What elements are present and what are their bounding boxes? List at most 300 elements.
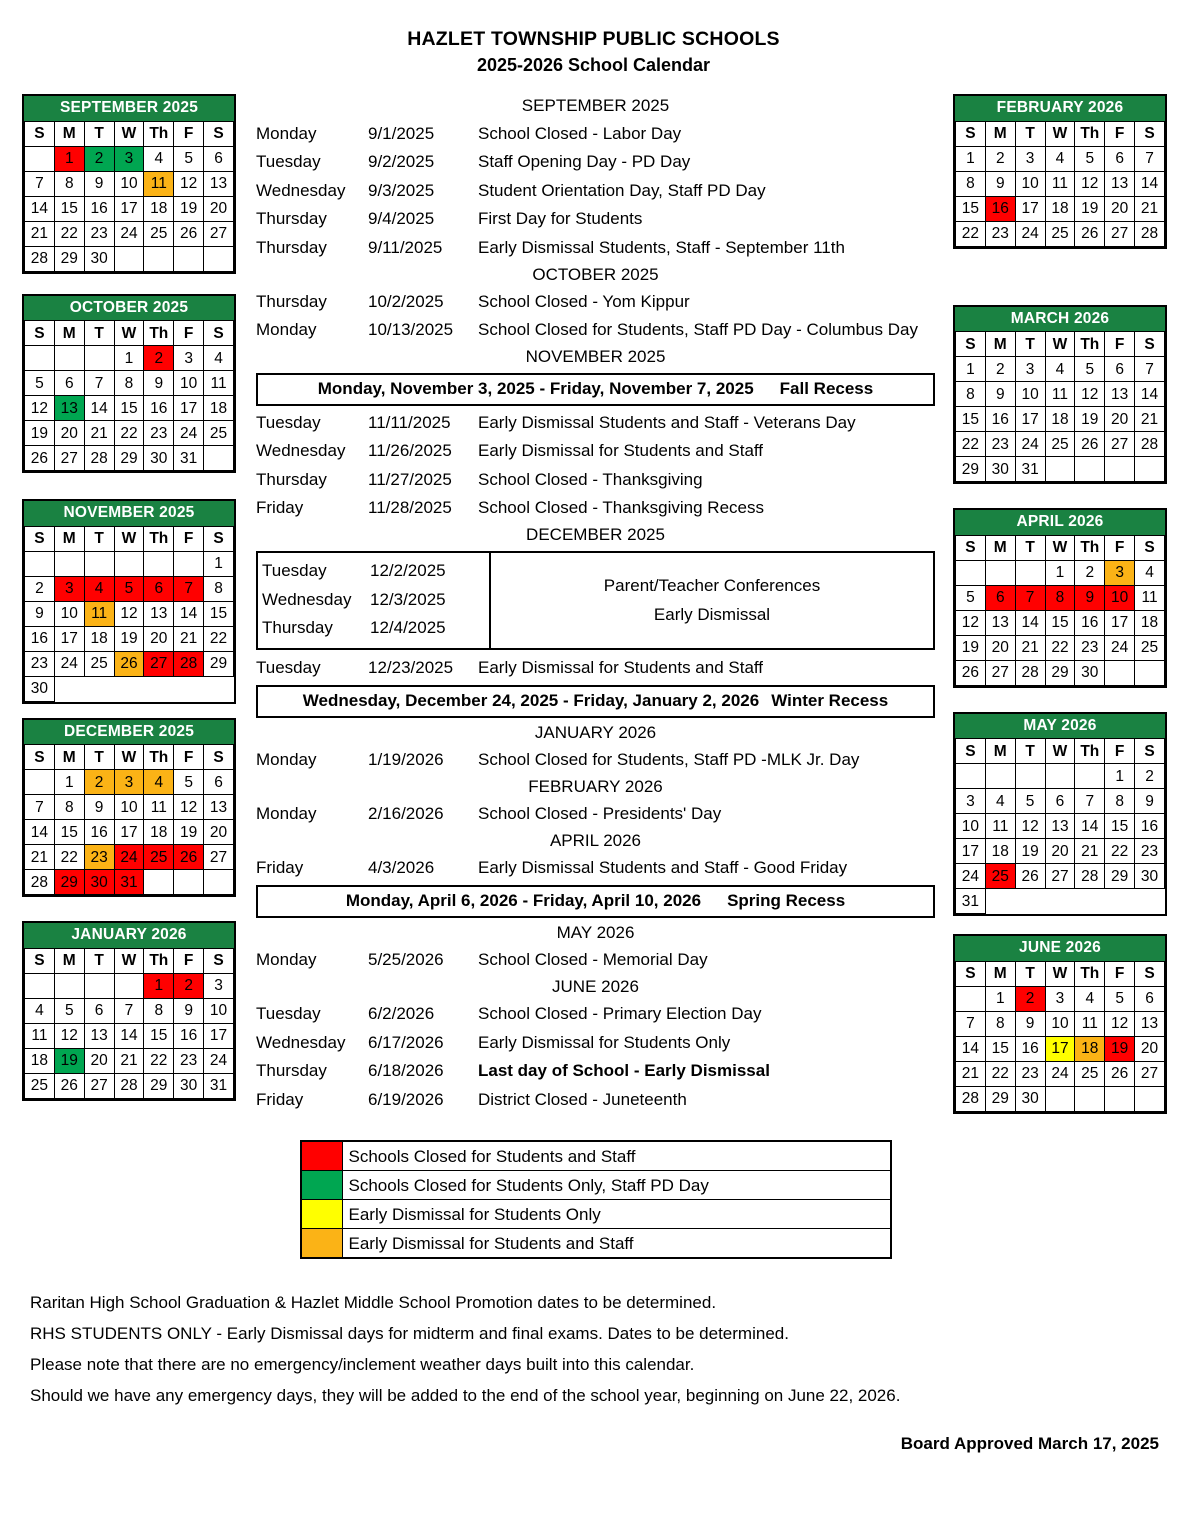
- day-cell: 25: [1045, 221, 1075, 246]
- day-cell: 1: [54, 146, 84, 171]
- month-grid: [24, 121, 234, 272]
- event-date: 6/2/2026: [368, 1004, 435, 1024]
- day-cell: 2: [144, 346, 174, 371]
- day-cell: 8: [54, 171, 84, 196]
- week-row: [956, 146, 1165, 171]
- day-cell: 2: [1075, 560, 1105, 585]
- day-cell: 20: [985, 635, 1015, 660]
- day-cell: 28: [1075, 864, 1105, 889]
- day-cell: 24: [1105, 635, 1135, 660]
- day-cell: 13: [54, 396, 84, 421]
- weekday-header-row: [956, 739, 1165, 764]
- week-row: [956, 610, 1165, 635]
- weekday-header-f: F: [174, 948, 204, 973]
- weekday-header-m: M: [985, 121, 1015, 146]
- weekday-header-s: S: [204, 948, 234, 973]
- weekday-header-s: S: [956, 535, 986, 560]
- empty-day-cell: [1045, 764, 1075, 789]
- day-cell: 7: [1015, 585, 1045, 610]
- conference-date: 12/4/2025: [370, 618, 446, 638]
- empty-day-cell: [1105, 660, 1135, 685]
- day-cell: 16: [1015, 1036, 1045, 1061]
- day-cell: 21: [174, 626, 204, 651]
- event-row: [256, 288, 935, 317]
- banner-winter-recess: [256, 685, 935, 717]
- day-cell: 9: [174, 998, 204, 1023]
- day-cell: 27: [1045, 864, 1075, 889]
- conference-weekday: Tuesday: [262, 561, 327, 581]
- spacer: [22, 897, 238, 921]
- event-weekday: Monday: [256, 123, 317, 143]
- conference-title: Parent/Teacher Conferences: [603, 575, 821, 595]
- day-cell: 8: [1045, 585, 1075, 610]
- day-cell: 11: [25, 1023, 55, 1048]
- event-month-heading-april: APRIL 2026: [549, 830, 642, 850]
- day-cell: 9: [1075, 585, 1105, 610]
- day-cell: 25: [1135, 635, 1165, 660]
- event-description: Early Dismissal for Students and Staff: [478, 657, 764, 677]
- day-cell: 16: [1135, 814, 1165, 839]
- day-cell: 25: [1075, 1061, 1105, 1086]
- weekday-header-t: T: [84, 121, 114, 146]
- weekday-header-f: F: [174, 526, 204, 551]
- day-cell: 30: [25, 676, 55, 701]
- weekday-header-s: S: [25, 745, 55, 770]
- empty-day-cell: [84, 551, 114, 576]
- day-cell: 4: [84, 576, 114, 601]
- day-cell: 13: [1105, 382, 1135, 407]
- empty-day-cell: [174, 676, 204, 701]
- day-cell: 19: [956, 635, 986, 660]
- week-row: [25, 1073, 234, 1098]
- day-cell: 8: [54, 795, 84, 820]
- day-cell: 22: [144, 1048, 174, 1073]
- conference-date-row: [262, 614, 489, 643]
- weekday-header-t: T: [1015, 121, 1045, 146]
- event-row: [256, 654, 935, 683]
- day-cell: 2: [84, 770, 114, 795]
- day-cell: 11: [1135, 585, 1165, 610]
- weekday-header-m: M: [54, 745, 84, 770]
- day-cell: 12: [1105, 1011, 1135, 1036]
- day-cell: 22: [54, 845, 84, 870]
- day-cell: 28: [84, 446, 114, 471]
- month-grid: [955, 331, 1165, 482]
- day-cell: 19: [25, 421, 55, 446]
- event-date: 4/3/2026: [368, 857, 435, 877]
- weekday-header-t: T: [1015, 535, 1045, 560]
- weekday-header-m: M: [54, 948, 84, 973]
- day-cell: 5: [1075, 146, 1105, 171]
- day-cell: 1: [956, 357, 986, 382]
- week-row: [25, 551, 234, 576]
- day-cell: 26: [1015, 864, 1045, 889]
- day-cell: 28: [1135, 221, 1165, 246]
- day-cell: 31: [204, 1073, 234, 1098]
- empty-day-cell: [84, 346, 114, 371]
- day-cell: 7: [1135, 357, 1165, 382]
- day-cell: 12: [1015, 814, 1045, 839]
- color-legend: [300, 1140, 892, 1259]
- day-cell: 26: [1075, 221, 1105, 246]
- day-cell: 22: [1045, 635, 1075, 660]
- week-row: [956, 382, 1165, 407]
- event-group-february: [256, 800, 935, 829]
- day-cell: 30: [1135, 864, 1165, 889]
- weekday-header-th: Th: [144, 948, 174, 973]
- empty-day-cell: [25, 146, 55, 171]
- day-cell: 3: [956, 789, 986, 814]
- day-cell: 11: [144, 171, 174, 196]
- week-row: [25, 973, 234, 998]
- event-row: [256, 854, 935, 883]
- month-title: MARCH 2026: [955, 307, 1165, 332]
- month-grid: [955, 121, 1165, 247]
- weekday-header-f: F: [174, 121, 204, 146]
- day-cell: 19: [54, 1048, 84, 1073]
- weekday-header-s: S: [25, 948, 55, 973]
- day-cell: 31: [114, 870, 144, 895]
- spacer: [953, 916, 1169, 934]
- event-date: 10/2/2025: [368, 291, 444, 311]
- event-description: Early Dismissal Students and Staff - Veterans Day: [478, 412, 856, 432]
- event-description: School Closed - Thanksgiving Recess: [478, 498, 764, 518]
- day-cell: 6: [1105, 357, 1135, 382]
- event-group-december: [256, 654, 935, 683]
- event-date: 6/19/2026: [368, 1089, 444, 1109]
- day-cell: 8: [956, 382, 986, 407]
- day-cell: 25: [985, 864, 1015, 889]
- spacer: [953, 249, 1169, 305]
- day-cell: 29: [144, 1073, 174, 1098]
- week-row: [956, 889, 1165, 914]
- weekday-header-s: S: [204, 321, 234, 346]
- day-cell: 24: [204, 1048, 234, 1073]
- day-cell: 6: [1105, 146, 1135, 171]
- event-description: Early Dismissal Students, Staff - September 11th: [478, 237, 845, 257]
- day-cell: 5: [114, 576, 144, 601]
- day-cell: 21: [25, 221, 55, 246]
- day-cell: 15: [54, 820, 84, 845]
- month-grid: [24, 744, 234, 895]
- week-row: [956, 839, 1165, 864]
- event-weekday: Friday: [256, 498, 304, 518]
- month-calendar-december-2025: [22, 718, 236, 898]
- day-cell: 2: [1135, 764, 1165, 789]
- day-cell: 20: [204, 820, 234, 845]
- day-cell: 26: [1105, 1061, 1135, 1086]
- event-description: School Closed - Memorial Day: [478, 950, 708, 970]
- day-cell: 14: [25, 196, 55, 221]
- day-cell: 26: [25, 446, 55, 471]
- day-cell: 12: [54, 1023, 84, 1048]
- day-cell: 6: [54, 371, 84, 396]
- footer-note-line: Please note that there are no emergency/inclement weather days built into this calendar.: [30, 1354, 695, 1374]
- fall-recess-range: Monday, November 3, 2025 - Friday, November 7, 2025: [317, 379, 754, 399]
- day-cell: 29: [1045, 660, 1075, 685]
- week-row: [956, 357, 1165, 382]
- day-cell: 5: [1075, 357, 1105, 382]
- legend-row: [302, 1229, 890, 1257]
- fall-recess-label: Fall Recess: [779, 379, 874, 399]
- month-grid: [24, 948, 234, 1099]
- month-grid: [955, 961, 1165, 1112]
- day-cell: 17: [54, 626, 84, 651]
- week-row: [25, 171, 234, 196]
- empty-day-cell: [956, 986, 986, 1011]
- event-group-september: [256, 120, 935, 263]
- day-cell: 17: [1105, 610, 1135, 635]
- weekday-header-m: M: [985, 961, 1015, 986]
- day-cell: 10: [114, 171, 144, 196]
- conference-weekday: Wednesday: [262, 589, 352, 609]
- spacer: [22, 473, 238, 499]
- event-description: Student Orientation Day, Staff PD Day: [478, 180, 766, 200]
- week-row: [25, 870, 234, 895]
- day-cell: 18: [1045, 196, 1075, 221]
- day-cell: 20: [144, 626, 174, 651]
- day-cell: 16: [144, 396, 174, 421]
- day-cell: 18: [144, 820, 174, 845]
- day-cell: 2: [174, 973, 204, 998]
- month-calendar-october-2025: [22, 294, 236, 474]
- legend-row: [302, 1171, 890, 1200]
- day-cell: 24: [174, 421, 204, 446]
- empty-day-cell: [1015, 560, 1045, 585]
- page-header: [0, 0, 1187, 78]
- day-cell: 16: [25, 626, 55, 651]
- legend-swatch-red: [302, 1142, 343, 1170]
- day-cell: 4: [1075, 986, 1105, 1011]
- weekday-header-row: [25, 948, 234, 973]
- event-weekday: Wednesday: [256, 441, 346, 461]
- event-weekday: Thursday: [256, 291, 327, 311]
- event-row: [256, 1057, 935, 1086]
- day-cell: 18: [985, 839, 1015, 864]
- weekday-header-row: [956, 121, 1165, 146]
- day-cell: 23: [985, 432, 1015, 457]
- day-cell: 6: [1045, 789, 1075, 814]
- day-cell: 17: [204, 1023, 234, 1048]
- event-description: Early Dismissal for Students Only: [478, 1032, 731, 1052]
- day-cell: 8: [985, 1011, 1015, 1036]
- day-cell: 14: [956, 1036, 986, 1061]
- event-date: 1/19/2026: [368, 750, 444, 770]
- day-cell: 7: [114, 998, 144, 1023]
- day-cell: 30: [174, 1073, 204, 1098]
- day-cell: 13: [84, 1023, 114, 1048]
- day-cell: 21: [114, 1048, 144, 1073]
- day-cell: 27: [204, 845, 234, 870]
- day-cell: 27: [1105, 432, 1135, 457]
- empty-day-cell: [25, 770, 55, 795]
- event-row: [256, 177, 935, 206]
- day-cell: 10: [114, 795, 144, 820]
- event-description: School Closed - Primary Election Day: [478, 1004, 762, 1024]
- day-cell: 10: [1105, 585, 1135, 610]
- day-cell: 23: [1015, 1061, 1045, 1086]
- spacer: [22, 274, 238, 294]
- event-weekday: Monday: [256, 750, 317, 770]
- week-row: [956, 585, 1165, 610]
- day-cell: 4: [204, 346, 234, 371]
- spring-recess-label: Spring Recess: [727, 891, 846, 911]
- day-cell: 14: [174, 601, 204, 626]
- day-cell: 30: [144, 446, 174, 471]
- day-cell: 3: [114, 146, 144, 171]
- day-cell: 6: [1135, 986, 1165, 1011]
- event-description: School Closed - Presidents' Day: [478, 804, 722, 823]
- day-cell: 15: [114, 396, 144, 421]
- month-grid: [24, 526, 234, 702]
- day-cell: 23: [84, 221, 114, 246]
- day-cell: 16: [985, 407, 1015, 432]
- day-cell: 2: [25, 576, 55, 601]
- month-title: JUNE 2026: [955, 936, 1165, 961]
- day-cell: 29: [54, 870, 84, 895]
- week-row: [956, 864, 1165, 889]
- day-cell: 27: [54, 446, 84, 471]
- empty-day-cell: [204, 246, 234, 271]
- day-cell: 25: [204, 421, 234, 446]
- empty-day-cell: [1105, 1086, 1135, 1111]
- day-cell: 9: [1015, 1011, 1045, 1036]
- day-cell: 21: [1135, 407, 1165, 432]
- day-cell: 3: [54, 576, 84, 601]
- day-cell: 4: [144, 770, 174, 795]
- day-cell: 22: [985, 1061, 1015, 1086]
- event-group-january: [256, 746, 935, 775]
- day-cell: 21: [1075, 839, 1105, 864]
- day-cell: 13: [1105, 171, 1135, 196]
- week-row: [956, 560, 1165, 585]
- day-cell: 17: [1015, 196, 1045, 221]
- month-grid: [955, 535, 1165, 686]
- month-title: FEBRUARY 2026: [955, 96, 1165, 121]
- day-cell: 16: [1075, 610, 1105, 635]
- day-cell: 1: [985, 986, 1015, 1011]
- week-row: [956, 171, 1165, 196]
- day-cell: 1: [144, 973, 174, 998]
- empty-day-cell: [985, 560, 1015, 585]
- empty-day-cell: [1075, 1086, 1105, 1111]
- event-date: 12/23/2025: [368, 657, 454, 677]
- empty-day-cell: [1045, 457, 1075, 482]
- weekday-header-t: T: [84, 321, 114, 346]
- event-row: [256, 409, 935, 438]
- day-cell: 13: [144, 601, 174, 626]
- day-cell: 4: [1045, 357, 1075, 382]
- day-cell: 15: [985, 1036, 1015, 1061]
- spacer: [953, 688, 1169, 712]
- spring-recess-range: Monday, April 6, 2026 - Friday, April 10, 2026: [345, 891, 702, 911]
- week-row: [956, 1061, 1165, 1086]
- event-description: School Closed - Thanksgiving: [478, 469, 703, 489]
- event-description: Early Dismissal Students and Staff - Good Friday: [478, 857, 848, 877]
- week-row: [25, 676, 234, 701]
- day-cell: 25: [84, 651, 114, 676]
- week-row: [956, 814, 1165, 839]
- day-cell: 17: [114, 820, 144, 845]
- weekday-header-m: M: [985, 332, 1015, 357]
- banner-spring-recess: [256, 885, 935, 917]
- day-cell: 23: [25, 651, 55, 676]
- weekday-header-s: S: [204, 526, 234, 551]
- event-month-heading-september: SEPTEMBER 2025: [521, 96, 670, 116]
- day-cell: 18: [1075, 1036, 1105, 1061]
- day-cell: 5: [1015, 789, 1045, 814]
- event-row: [256, 205, 935, 234]
- weekday-header-f: F: [174, 745, 204, 770]
- event-weekday: Tuesday: [256, 152, 321, 172]
- footer-note-line: RHS STUDENTS ONLY - Early Dismissal days for midterm and final exams. Dates to be determined.: [30, 1323, 789, 1343]
- day-cell: 16: [84, 820, 114, 845]
- day-cell: 14: [114, 1023, 144, 1048]
- week-row: [25, 601, 234, 626]
- day-cell: 28: [956, 1086, 986, 1111]
- conference-weekday: Thursday: [262, 618, 333, 638]
- week-row: [25, 346, 234, 371]
- event-weekday: Thursday: [256, 1061, 327, 1081]
- weekday-header-w: W: [114, 745, 144, 770]
- weekday-header-s: S: [204, 745, 234, 770]
- day-cell: 27: [84, 1073, 114, 1098]
- event-group-may: [256, 946, 935, 975]
- week-row: [956, 1086, 1165, 1111]
- empty-day-cell: [114, 551, 144, 576]
- day-cell: 15: [204, 601, 234, 626]
- weekday-header-f: F: [1105, 121, 1135, 146]
- event-description: School Closed - Labor Day: [478, 123, 682, 143]
- day-cell: 15: [1045, 610, 1075, 635]
- weekday-header-th: Th: [1075, 332, 1105, 357]
- weekday-header-m: M: [54, 321, 84, 346]
- day-cell: 28: [25, 246, 55, 271]
- day-cell: 3: [1045, 986, 1075, 1011]
- day-cell: 14: [84, 396, 114, 421]
- week-row: [956, 789, 1165, 814]
- event-row: [256, 946, 935, 975]
- event-description: School Closed for Students, Staff PD -MLK Jr. Day: [478, 750, 860, 770]
- weekday-header-th: Th: [144, 526, 174, 551]
- week-row: [25, 651, 234, 676]
- empty-day-cell: [956, 764, 986, 789]
- week-row: [25, 396, 234, 421]
- day-cell: 21: [1135, 196, 1165, 221]
- day-cell: 20: [84, 1048, 114, 1073]
- day-cell: 13: [204, 171, 234, 196]
- weekday-header-s: S: [956, 332, 986, 357]
- day-cell: 2: [84, 146, 114, 171]
- day-cell: 3: [1015, 146, 1045, 171]
- weekday-header-w: W: [1045, 332, 1075, 357]
- event-description: Staff Opening Day - PD Day: [478, 152, 691, 172]
- event-group-april: [256, 854, 935, 883]
- day-cell: 1: [204, 551, 234, 576]
- day-cell: 27: [985, 660, 1015, 685]
- empty-day-cell: [204, 446, 234, 471]
- weekday-header-th: Th: [144, 321, 174, 346]
- conference-date: 12/2/2025: [370, 561, 446, 581]
- empty-day-cell: [174, 870, 204, 895]
- day-cell: 9: [25, 601, 55, 626]
- week-row: [956, 432, 1165, 457]
- week-row: [25, 770, 234, 795]
- day-cell: 2: [1015, 986, 1045, 1011]
- event-date: 10/13/2025: [368, 320, 454, 340]
- event-month-heading-june: JUNE 2026: [552, 976, 639, 996]
- day-cell: 9: [84, 795, 114, 820]
